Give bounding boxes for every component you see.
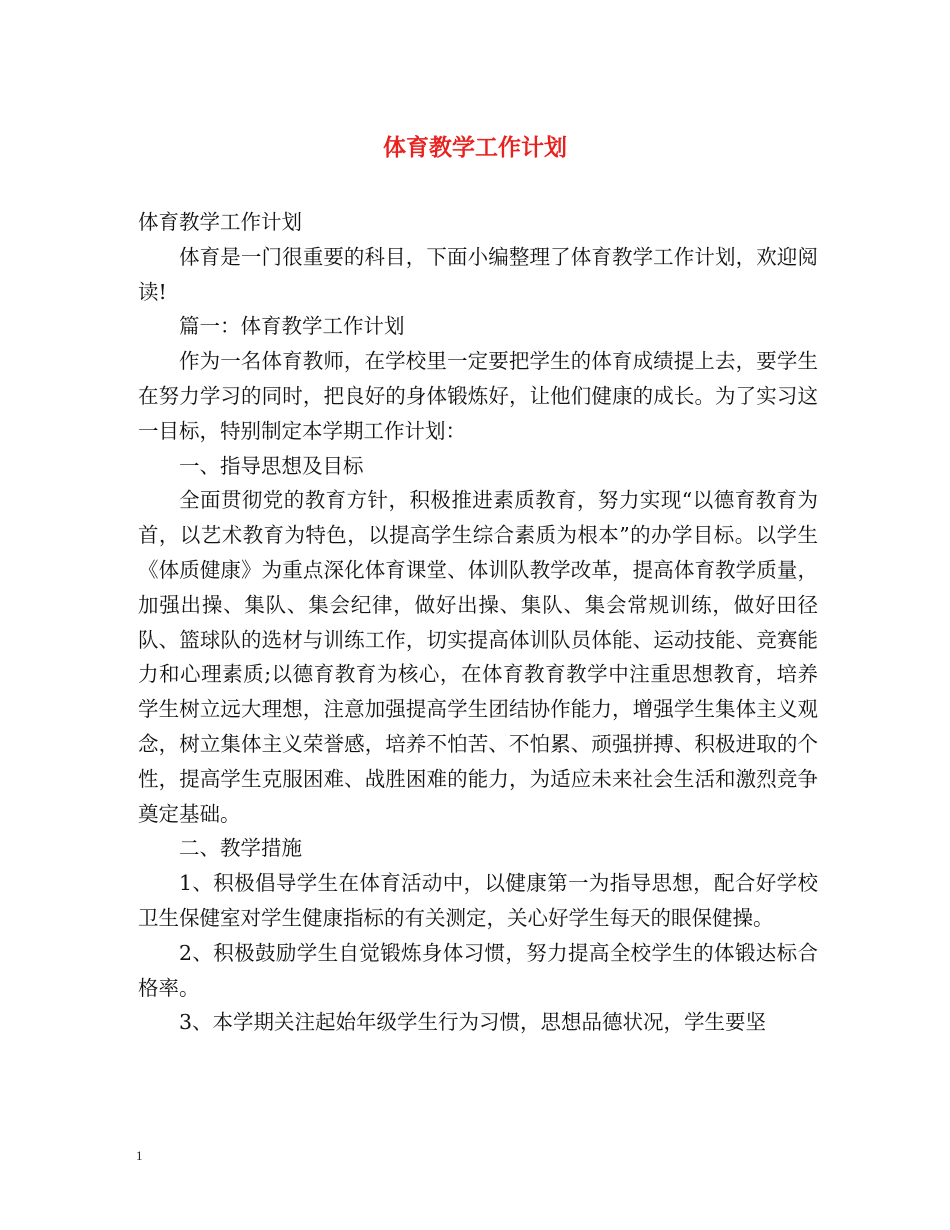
body-paragraph: 体育教学工作计划 [138, 210, 302, 234]
page-number: 1 [136, 1148, 143, 1163]
section-heading: 二、教学措施 [179, 836, 302, 861]
section-heading: 一、指导思想及目标 [179, 453, 364, 478]
body-paragraph: 全面贯彻党的教育方针，积极推进素质教育，努力实现“以德育教育为首，以艺术教育为特色，以提高学生综合素质为根本”的办学目标。以学生《体质健康》为重点深化体育课堂、体训队教学改革，提高体育教学质量，加强出操、集队、集会纪律，做好出操、集队、集会常规训练，做好田径队、篮球队的选材与训练工作，切实提高体训队员体能、运动技能、竞赛能力和心理素质;以德育教育为核心，在体育教育教学中注重思想教育，培养学生树立远大理想，注意加强提高学生团结协作能力，增强学生集体主义观念，树立集体主义荣誉感，培养不怕苦、不怕累、顽强拼搏、积极进取的个性，提高学生克服困难、战胜困难的能力，为适应未来社会生活和激烈竞争奠定基础。 [138, 488, 818, 826]
document-title: 体育教学工作计划 [383, 134, 567, 161]
document-body [138, 205, 818, 1040]
section-heading: 篇一：体育教学工作计划 [179, 314, 405, 339]
body-paragraph: 作为一名体育教师，在学校里一定要把学生的体育成绩提上去，要学生在努力学习的同时，把良好的身体锻炼好，让他们健康的成长。为了实习这一目标，特别制定本学期工作计划： [138, 349, 818, 443]
body-paragraph: 2、积极鼓励学生自觉锻炼身体习惯，努力提高全校学生的体锻达标合格率。 [138, 940, 818, 1000]
body-paragraph: 1、积极倡导学生在体育活动中，以健康第一为指导思想，配合好学校卫生保健室对学生健康指标的有关测定，关心好学生每天的眼保健操。 [138, 871, 818, 930]
body-paragraph: 体育是一门很重要的科目，下面小编整理了体育教学工作计划，欢迎阅读! [138, 244, 818, 304]
body-paragraph: 3、本学期关注起始年级学生行为习惯，思想品德状况，学生要坚 [179, 1010, 767, 1035]
